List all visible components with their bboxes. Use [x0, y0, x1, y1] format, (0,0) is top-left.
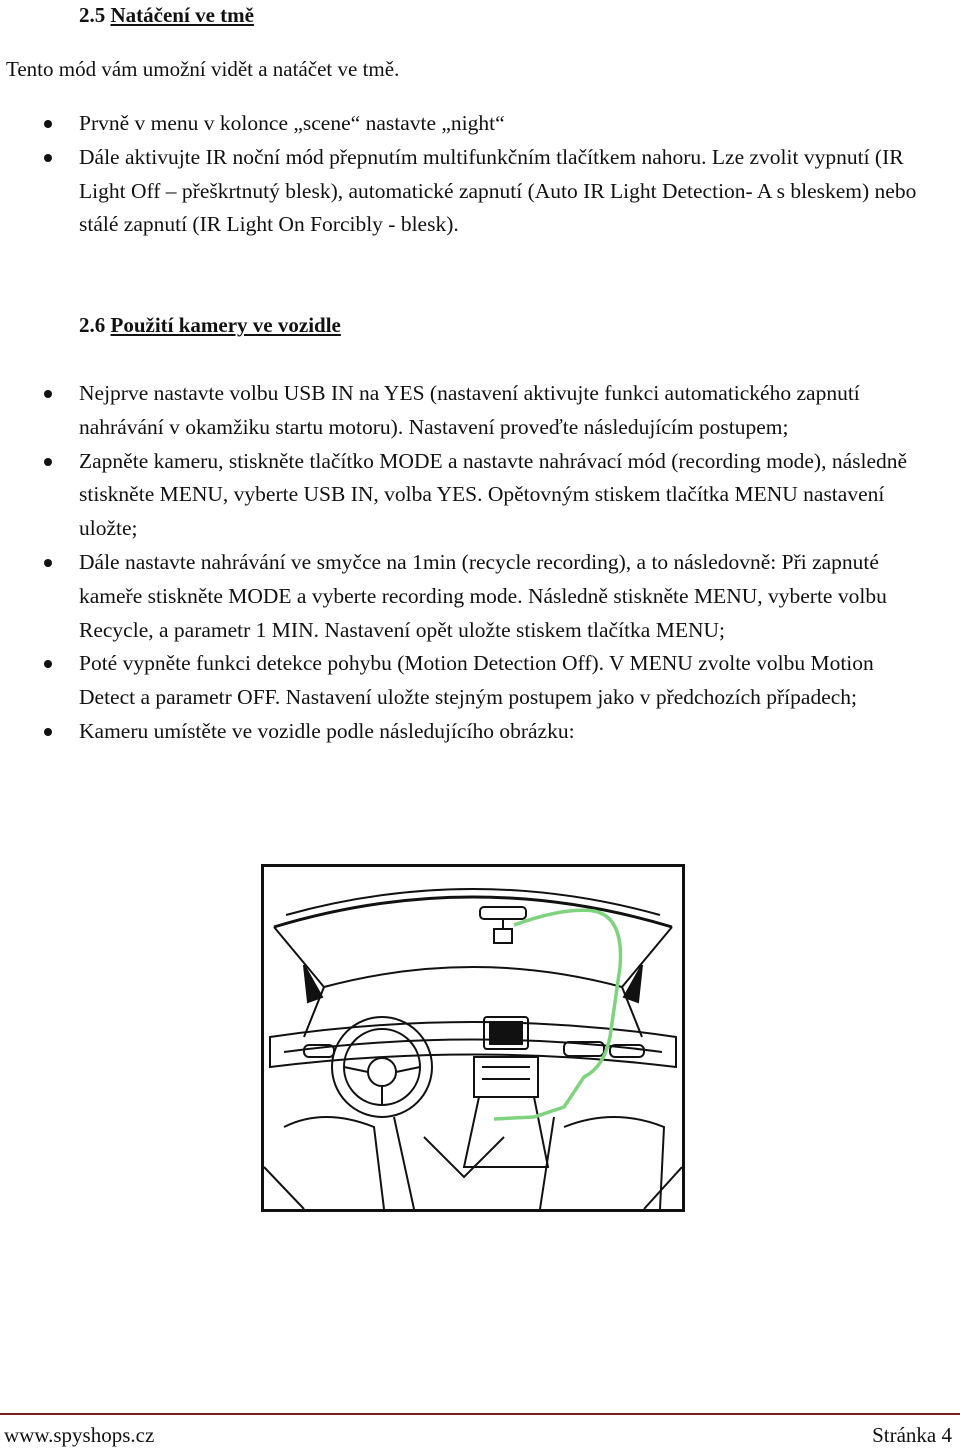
section-25-title: Natáčení ve tmě	[110, 3, 254, 27]
bullet-icon	[44, 660, 52, 668]
car-interior-illustration-icon	[264, 867, 682, 1209]
car-interior-figure	[261, 864, 685, 1212]
bullet-icon	[44, 559, 52, 567]
section-25-heading	[79, 2, 254, 28]
list-item: Dále nastavte nahrávání ve smyčce na 1min (recycle recording), a to následovně: Při zapnuté kameře stiskněte MODE a vyberte recording mode. Následně stiskněte MENU, vyberte volbu Recycle, a parametr 1 MIN. Nastavení opět uložte stiskem tlačítka MENU;	[0, 546, 930, 647]
section-26-title: Použití kamery ve vozidle	[110, 313, 341, 337]
footer-page-number: Stránka 4	[872, 1423, 952, 1447]
bullet-icon	[44, 728, 52, 736]
list-item: Zapněte kameru, stiskněte tlačítko MODE a nastavte nahrávací mód (recording mode), následně stiskněte MENU, vyberte USB IN, volba YES. Opětovným stiskem tlačítka MENU nastavení uložte;	[0, 445, 930, 546]
bullet-icon	[44, 120, 52, 128]
list-item: Prvně v menu v kolonce „scene“ nastavte „night“	[0, 107, 930, 141]
section-26-heading	[79, 312, 341, 338]
list-item: Poté vypněte funkci detekce pohybu (Motion Detection Off). V MENU zvolte volbu Motion Detect a parametr OFF. Nastavení uložte stejným postupem jako v předchozích případech;	[0, 647, 930, 715]
section-25-intro: Tento mód vám umožní vidět a natáčet ve tmě.	[6, 57, 400, 81]
section-26-number: 2.6	[79, 313, 111, 337]
section-25-list	[0, 107, 930, 242]
section-26-list	[0, 377, 930, 749]
list-item: Kameru umístěte ve vozidle podle následujícího obrázku:	[0, 715, 930, 749]
bullet-icon	[44, 390, 52, 398]
bullet-icon	[44, 154, 52, 162]
footer-website: www.spyshops.cz	[4, 1423, 155, 1447]
section-25-number: 2.5	[79, 3, 111, 27]
bullet-icon	[44, 458, 52, 466]
list-item: Dále aktivujte IR noční mód přepnutím multifunkčním tlačítkem nahoru. Lze zvolit vypnutí (IR Light Off – přeškrtnutý blesk), automatické zapnutí (Auto IR Light Detection- A s bleskem) nebo stálé zapnutí (IR Light On Forcibly - blesk).	[0, 141, 930, 242]
footer-rule	[0, 1413, 960, 1415]
list-item: Nejprve nastavte volbu USB IN na YES (nastavení aktivujte funkci automatického zapnutí nahrávání v okamžiku startu motoru). Nastavení proveďte následujícím postupem;	[0, 377, 930, 445]
